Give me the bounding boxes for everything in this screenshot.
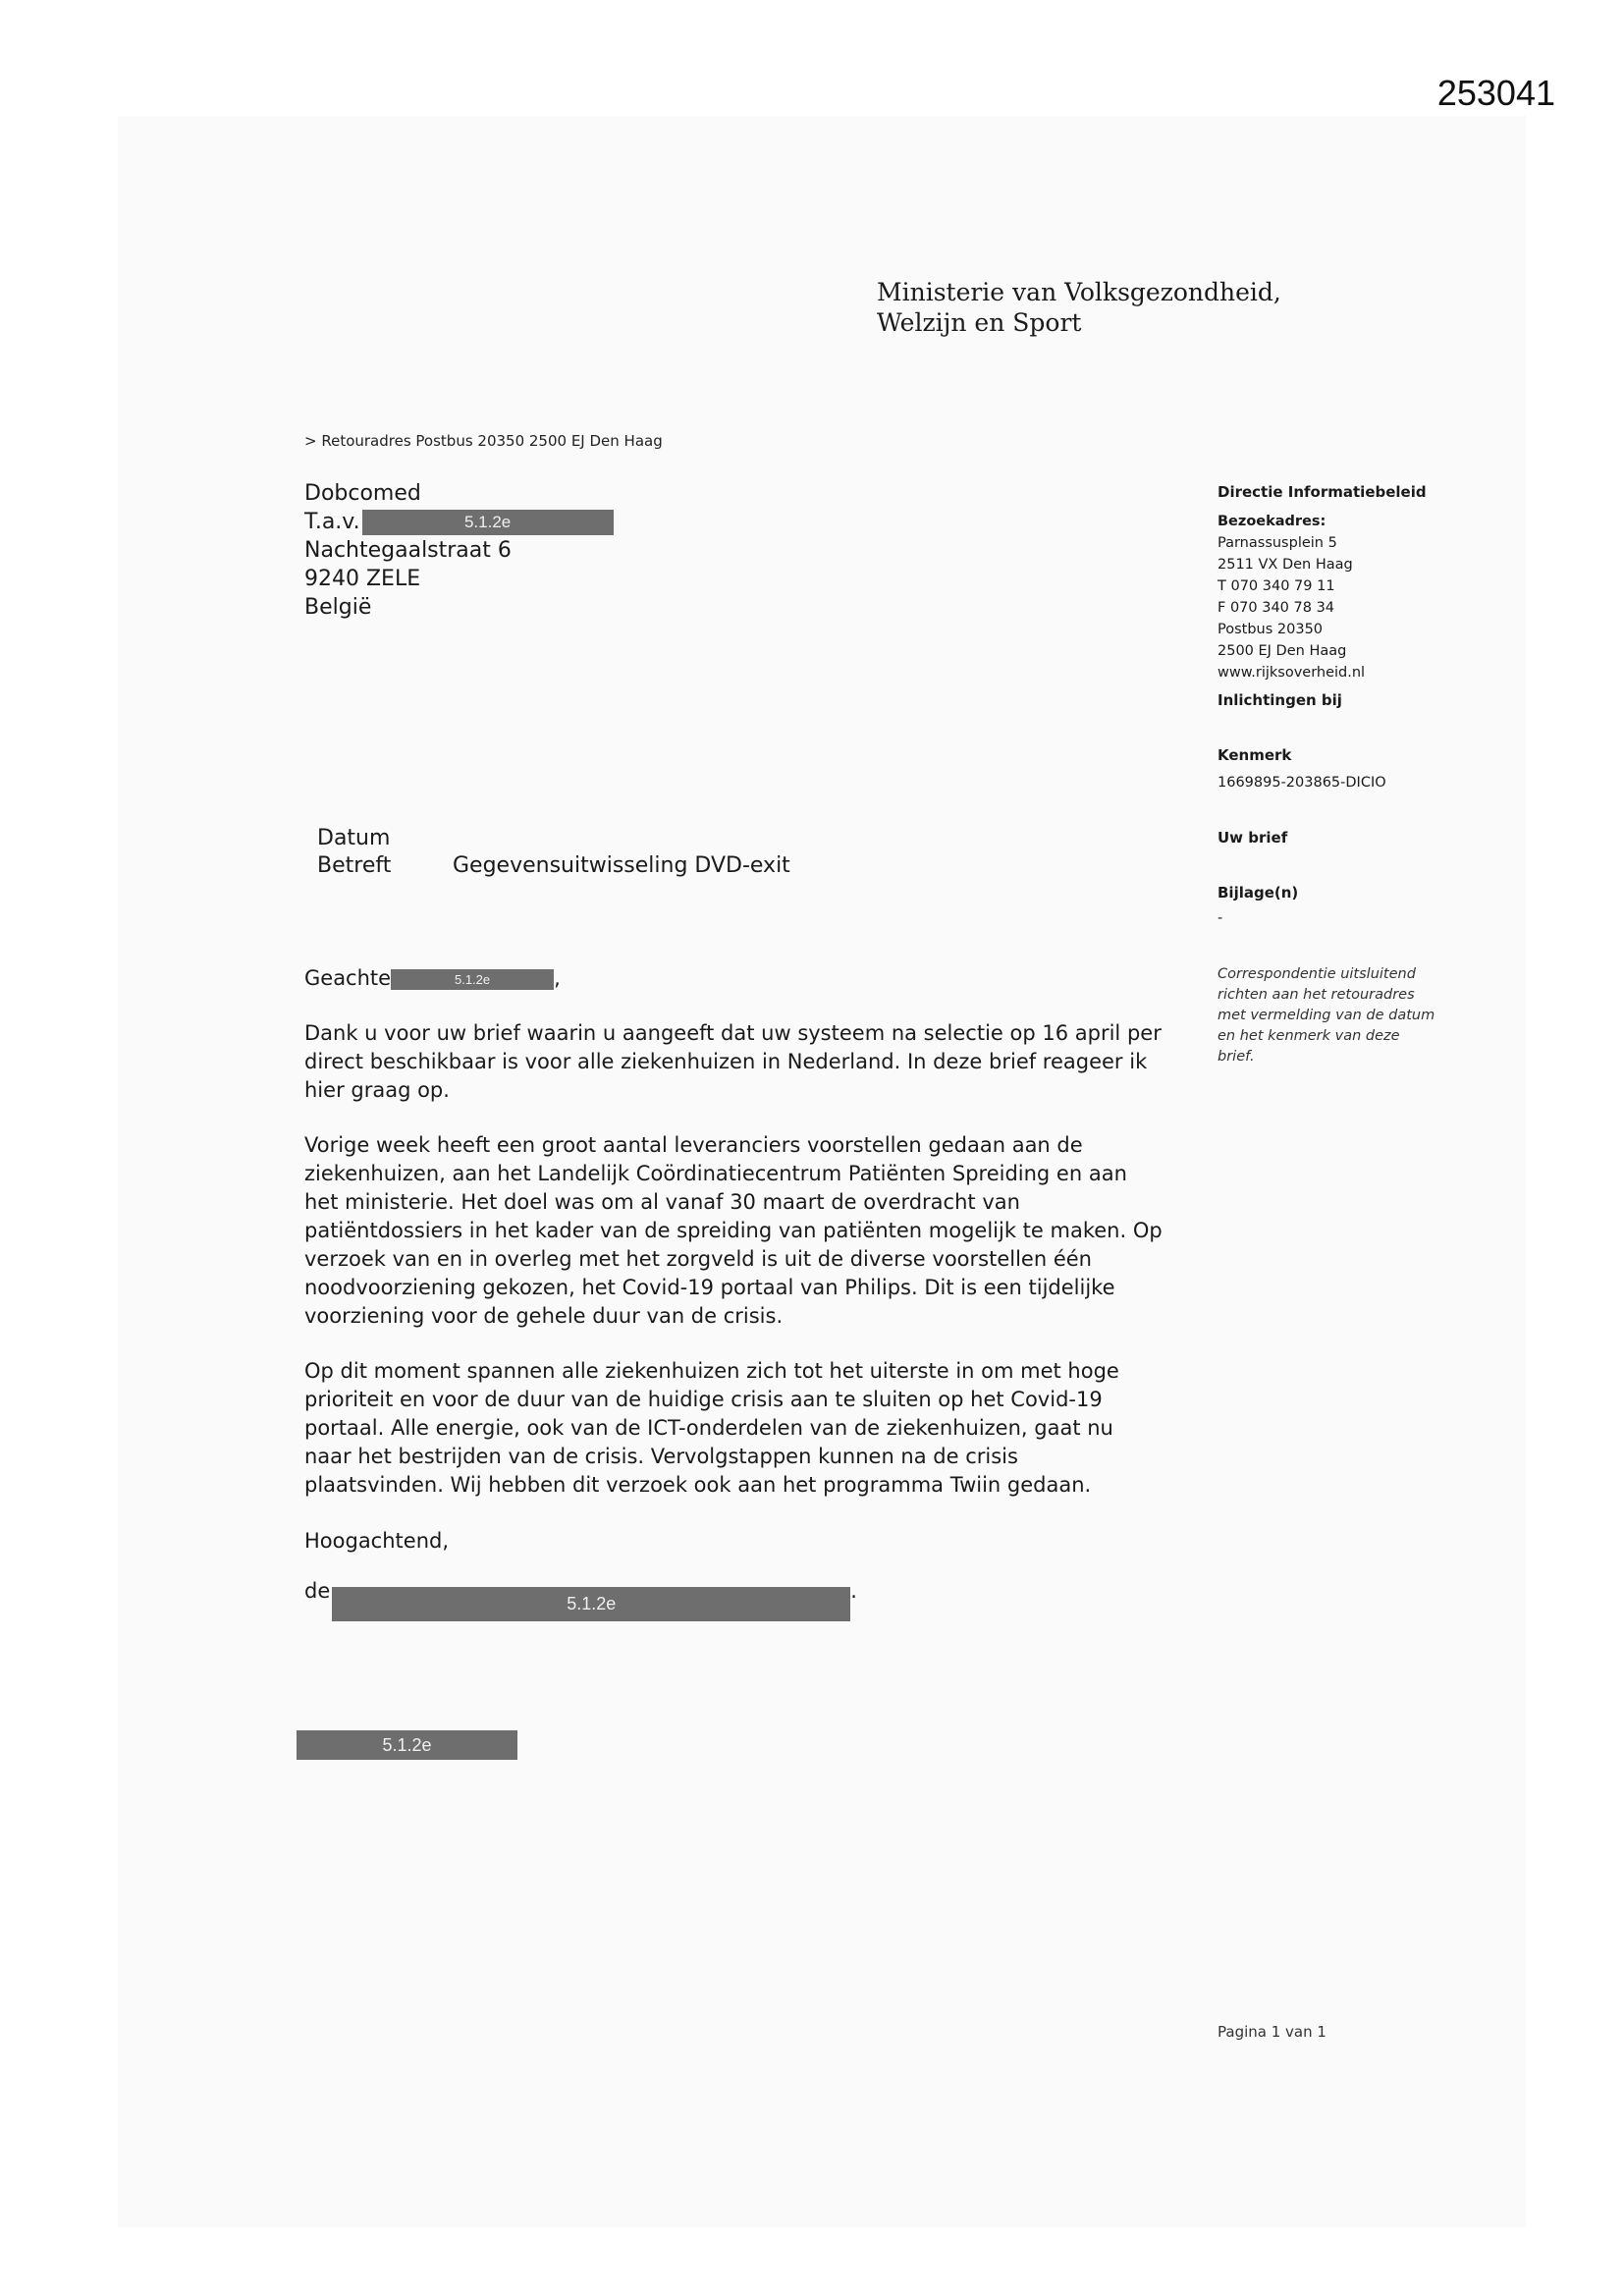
paragraph-line: direct beschikbaar is voor alle ziekenhuizen in Nederland. In deze brief reageer ik: [304, 1050, 1148, 1073]
document-number: 253041: [1436, 73, 1555, 113]
letter-meta: [317, 825, 790, 880]
paragraph-line: voorziening voor de gehele duur van de crisis.: [304, 1304, 784, 1328]
sidebar: [1218, 481, 1473, 1067]
letterhead: [877, 277, 1281, 338]
visit-line: Postbus 20350: [1218, 622, 1324, 637]
paragraph-line: verzoek van en in overleg met het zorgveld is uit de diverse voorstellen één: [304, 1247, 1092, 1271]
recipient-street: Nachtegaalstraat 6: [304, 538, 512, 563]
reference-label: Kenmerk: [1218, 746, 1292, 764]
signature-prefix: de: [304, 1579, 331, 1603]
visit-line: F 070 340 78 34: [1218, 600, 1335, 616]
attention-prefix: T.a.v.: [304, 510, 360, 534]
redaction-block: 5.1.2e: [297, 1730, 517, 1760]
visit-line: 2500 EJ Den Haag: [1218, 643, 1347, 659]
salutation-text: Geachte: [304, 966, 392, 990]
visit-line: Parnassusplein 5: [1218, 535, 1337, 551]
note-line: met vermelding van de datum: [1218, 1008, 1435, 1023]
paragraph-line: het ministerie. Het doel was om al vanaf 30 maart de overdracht van: [304, 1190, 1020, 1214]
paragraph-line: prioriteit en voor de duur van de huidige crisis aan te sluiten op het Covid-19: [304, 1388, 1103, 1411]
note-line: en het kenmerk van deze: [1218, 1028, 1400, 1044]
paragraph-line: ziekenhuizen, aan het Landelijk Coördinatiecentrum Patiënten Spreiding en aan: [304, 1162, 1127, 1185]
closing: Hoogachtend,: [304, 1529, 450, 1553]
subject-row: [317, 852, 790, 880]
paragraph-3: [304, 1357, 1198, 1500]
page-number: Pagina 1 van 1: [1218, 2023, 1326, 2041]
redaction-block: 5.1.2e: [391, 969, 554, 990]
subject-label: Betreft: [317, 853, 392, 878]
recipient-attention: [304, 508, 614, 536]
paragraph-line: Op dit moment spannen alle ziekenhuizen zich tot het uiterste in om met hoge: [304, 1359, 1119, 1383]
visit-line: T 070 340 79 11: [1218, 578, 1335, 594]
recipient-city: 9240 ZELE: [304, 567, 421, 591]
paragraph-line: portaal. Alle energie, ook van de ICT-onderdelen van de ziekenhuizen, gaat nu: [304, 1416, 1113, 1440]
recipient-country: België: [304, 595, 372, 620]
paragraph-line: hier graag op.: [304, 1078, 450, 1102]
note-line: Correspondentie uitsluitend: [1218, 966, 1416, 982]
paragraph-line: Dank u voor uw brief waarin u aangeeft dat uw systeem na selectie op 16 april per: [304, 1021, 1162, 1045]
sidebar-department: Directie Informatiebeleid: [1218, 483, 1427, 501]
subject-value: Gegevensuitwisseling DVD-exit: [453, 853, 790, 878]
paragraph-line: plaatsvinden. Wij hebben dit verzoek ook aan het programma Twiin gedaan.: [304, 1473, 1092, 1497]
salutation-suffix: ,: [554, 966, 561, 990]
date-row: [317, 825, 790, 852]
paragraph-2: [304, 1131, 1198, 1331]
date-label: Datum: [317, 826, 391, 850]
redaction-block: 5.1.2e: [332, 1587, 850, 1621]
signature: [304, 1577, 1198, 1621]
recipient-address: [304, 479, 614, 622]
salutation: [304, 964, 1198, 993]
visit-line: 2511 VX Den Haag: [1218, 557, 1353, 573]
your-letter-label: Uw brief: [1218, 829, 1288, 847]
recipient-company: Dobcomed: [304, 481, 421, 506]
note-line: richten aan het retouradres: [1218, 987, 1415, 1003]
visit-address-label: Bezoekadres:: [1218, 514, 1326, 529]
paragraph-line: noodvoorziening gekozen, het Covid-19 portaal van Philips. Dit is een tijdelijke: [304, 1276, 1115, 1299]
paragraph-line: Vorige week heeft een groot aantal leveranciers voorstellen gedaan aan de: [304, 1133, 1083, 1157]
reference-value: 1669895-203865-DICIO: [1218, 775, 1386, 791]
website-link[interactable]: www.rijksoverheid.nl: [1218, 665, 1366, 681]
letterhead-line-1: Ministerie van Volksgezondheid,: [877, 278, 1281, 306]
signatory-redaction: [297, 1730, 517, 1760]
return-address: > Retouradres Postbus 20350 2500 EJ Den Haag: [304, 432, 663, 450]
letterhead-line-2: Welzijn en Sport: [877, 308, 1082, 337]
signature-suffix: .: [850, 1579, 857, 1603]
correspondence-note: [1218, 964, 1473, 1067]
paragraph-line: patiëntdossiers in het kader van de spreiding van patiënten mogelijk te maken. Op: [304, 1219, 1163, 1242]
attachments-label: Bijlage(n): [1218, 884, 1299, 902]
paragraph-line: naar het bestrijden van de crisis. Vervolgstappen kunnen na de crisis: [304, 1445, 1018, 1468]
attachments-value: -: [1218, 910, 1223, 926]
note-line: brief.: [1218, 1049, 1255, 1065]
redaction-block: 5.1.2e: [362, 510, 614, 535]
paragraph-1: [304, 1019, 1198, 1105]
info-label: Inlichtingen bij: [1218, 691, 1342, 709]
